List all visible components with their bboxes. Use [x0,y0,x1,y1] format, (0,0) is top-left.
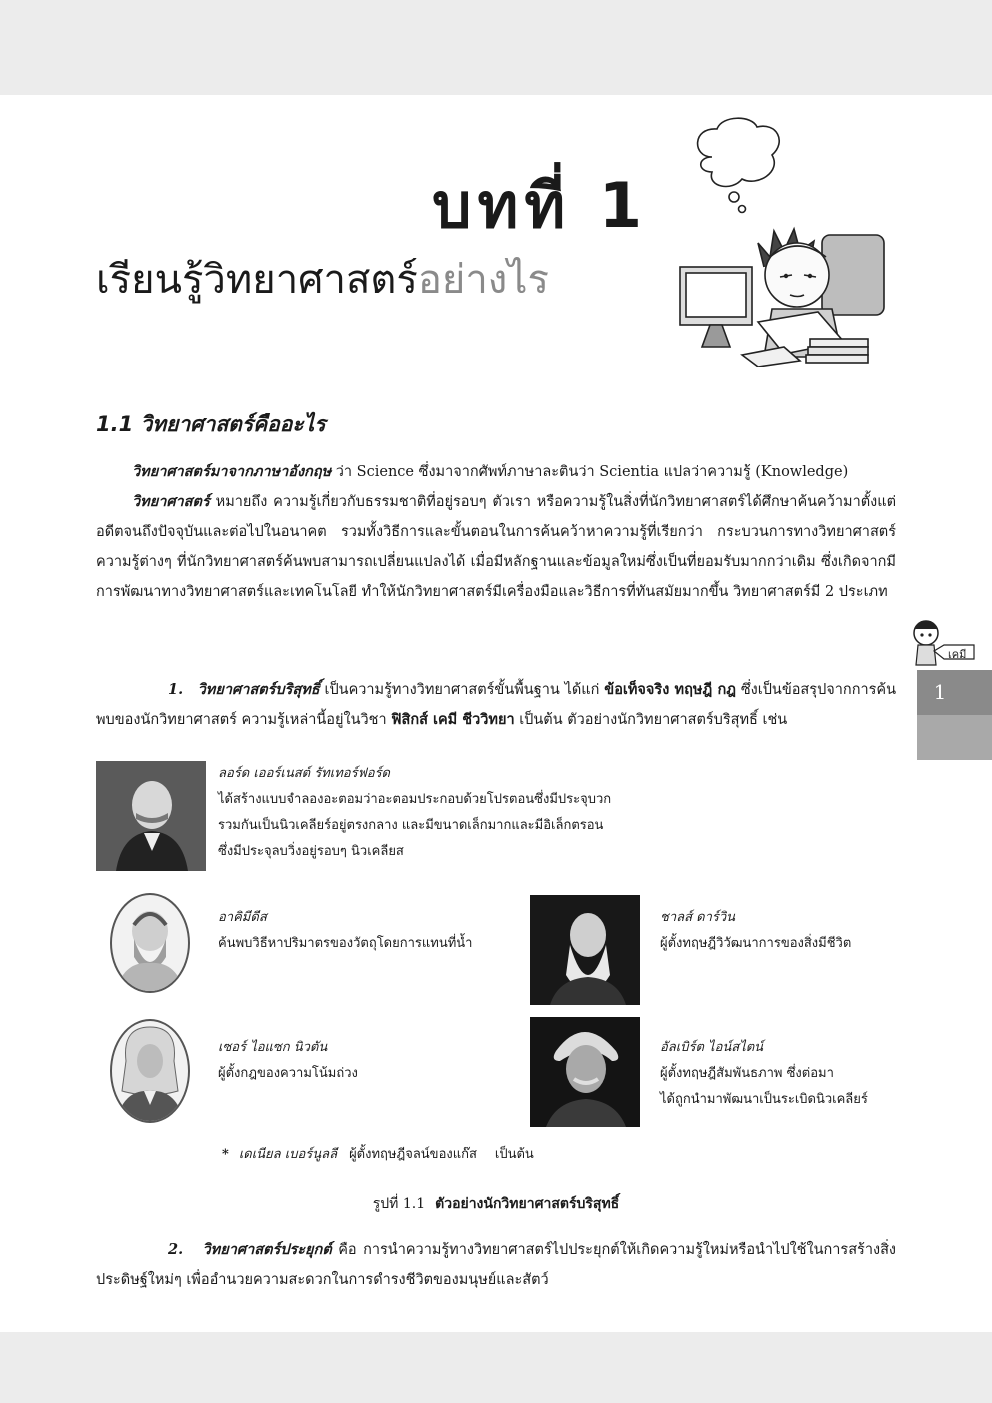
einstein-line-2: ได้ถูกนำมาพัฒนาเป็นระเบิดนิวเคลียร์ [660,1092,868,1107]
archimedes-name: อาคิมีดีส [218,910,267,925]
pure-science-bold-a: ข้อเท็จจริง ทฤษฎี กฎ [604,681,736,698]
pure-science-number: 1. [168,681,184,698]
footnote-text: ผู้ตั้งทฤษฎีจลน์ของแก๊ส [349,1147,477,1162]
figure-caption-label: รูปที่ 1.1 [372,1196,426,1212]
newton-name: เซอร์ ไอแซก นิวตัน [218,1040,328,1055]
footnote-etc: เป็นต้น [494,1147,534,1162]
mascot-label: เคมี [948,648,967,661]
paragraph-applied-science [96,1235,896,1295]
chapter-title-light: อย่างไร [417,257,549,303]
einstein-portrait-icon [530,1017,640,1127]
applied-science-lead: วิทยาศาสตร์ประยุกต์ [202,1241,332,1258]
figure-caption [0,1193,992,1215]
einstein-caption [660,1035,900,1113]
chapter-side-tab [917,670,992,760]
newton-line-1: ผู้ตั้งกฎของความโน้มถ่วง [218,1066,358,1081]
applied-science-text: คือ การนำความรู้ทางวิทยาศาสตร์ไปประยุกต์ให้เกิดความรู้ใหม่หรือนำไปใช้ในการสร้างสิ่งประดิษฐ์ใหม่ๆ เพื่ออำนวยความสะดวกในการดำรงชีวิตของมนุษย์และสัตว์ [96,1242,897,1288]
paragraph-origin-lead: วิทยาศาสตร์มาจากภาษาอังกฤษ [132,463,332,480]
chemistry-mascot-icon [904,615,986,670]
newton-bust-icon [112,1021,188,1121]
pure-science-lead: วิทยาศาสตร์บริสุทธิ์ [197,681,320,698]
archimedes-caption [218,905,518,957]
darwin-name: ชาลส์ ดาร์วิน [660,910,736,925]
section-heading: 1.1 วิทยาศาสตร์คืออะไร [96,412,326,436]
chapter-title [96,247,549,311]
pure-science-text-c: เป็นต้น ตัวอย่างนักวิทยาศาสตร์บริสุทธิ์ เช่น [514,712,788,728]
footnote-bernoulli [222,1143,534,1164]
rutherford-line-2: รวมกันเป็นนิวเคลียร์อยู่ตรงกลาง และมีขนาดเล็กมากและมีอิเล็กตรอน [218,818,604,833]
darwin-caption [660,905,900,957]
einstein-line-1: ผู้ตั้งทฤษฎีสัมพันธภาพ ซึ่งต่อมา [660,1066,834,1081]
document-page [0,95,992,1332]
archimedes-bust-icon [112,895,188,991]
einstein-photo [530,1017,640,1127]
rutherford-name: ลอร์ด เออร์เนสต์ รัทเทอร์ฟอร์ด [218,766,391,781]
rutherford-photo [96,761,206,871]
rutherford-portrait-icon [96,761,206,871]
footnote-name: เดเนียล เบอร์นูลลี [238,1147,338,1162]
darwin-line-1: ผู้ตั้งทฤษฎีวิวัฒนาการของสิ่งมีชีวิต [660,936,852,951]
newton-caption [218,1035,518,1087]
rutherford-caption [218,761,658,865]
rutherford-line-1: ได้สร้างแบบจำลองอะตอมว่าอะตอมประกอบด้วยโปรตอนซึ่งมีประจุบวก [218,792,612,807]
pure-science-bold-b: ฟิสิกส์ เคมี ชีววิทยา [391,711,515,728]
paragraph-definition-text: หมายถึง ความรู้เกี่ยวกับธรรมชาติที่อยู่รอบๆ ตัวเรา หรือความรู้ในสิ่งที่นักวิทยาศาสตร์ได้ศึกษาค้นคว้ามาตั้งแต่อดีตจนถึงปัจจุบันและต่อไปในอนาคต รวมทั้งวิธีการและขั้นตอนในการค้นคว้าหาความรู้ที่เรียกว่า กระบวนการทางวิทยาศาสตร์ ความรู้ต่างๆ ที่นักวิทยาศาสตร์ค้นพบสามารถเปลี่ยนแปลงได้ เมื่อมีหลักฐานและข้อมูลใหม่ซึ่งเป็นที่ยอมรับมากกว่าเดิม ซึ่งเกิดจากมีการพัฒนาทางวิทยาศาสตร์และเทคโนโลยี ทำให้นักวิทยาศาสตร์มีเครื่องมือและวิธีการที่ทันสมัยมากขึ้น วิทยาศาสตร์มี 2 ประเภท [96,494,896,600]
applied-science-number: 2. [168,1241,184,1258]
archimedes-portrait [110,893,190,993]
studying-boy-illustration [672,117,892,367]
figure-caption-title: ตัวอย่างนักวิทยาศาสตร์บริสุทธิ์ [435,1196,620,1212]
darwin-portrait-icon [530,895,640,1005]
archimedes-line-1: ค้นพบวิธีหาปริมาตรของวัตถุโดยการแทนที่น้ำ [218,936,473,951]
pure-science-text-b: ซึ่งเป็นข้อสรุปจากการค้นพบของนักวิทยาศาสตร์ ความรู้เหล่านี้อยู่ในวิชา [96,682,897,728]
paragraph-origin [96,457,896,487]
darwin-photo [530,895,640,1005]
chapter-number: บทที่ 1 [432,169,648,242]
paragraph-definition [96,487,896,607]
side-tab-band [917,715,992,760]
newton-portrait [110,1019,190,1123]
rutherford-line-3: ซึ่งมีประจุลบวิ่งอยู่รอบๆ นิวเคลียส [218,844,404,859]
chapter-title-main: เรียนรู้วิทยาศาสตร์ [96,257,418,303]
side-tab-number: 1 [933,680,947,704]
pure-science-text-a: เป็นความรู้ทางวิทยาศาสตร์ขั้นพื้นฐาน ได้แก่ [319,682,605,698]
paragraph-pure-science [96,675,896,735]
footnote-star: * [222,1147,229,1162]
einstein-name: อัลเบิร์ต ไอน์สไตน์ [660,1040,764,1055]
paragraph-definition-lead: วิทยาศาสตร์ [132,493,210,510]
paragraph-origin-text: ว่า Science ซึ่งมาจากศัพท์ภาษาละตินว่า Scientia แปลว่าความรู้ (Knowledge) [331,464,849,480]
